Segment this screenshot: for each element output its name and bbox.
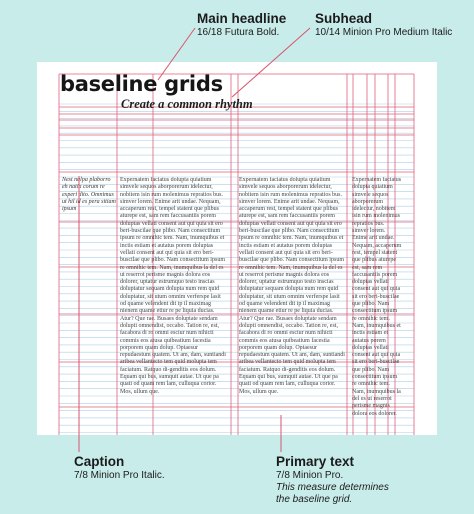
- callout-spec: 7/8 Minion Pro Italic.: [74, 470, 165, 482]
- callout-title: Caption: [74, 454, 125, 469]
- body-text-column: Expernatem faciatus dolupta quiatium simvele sequos aborporerum idelectur, nobitem isin rum molenimus repratios bus. simver lorem. Enime arit undae. Nequam, accaperum rest, tempel statent que plibus aturepe est, sam rem faccusantiis porem doluptas vellati consent aut qui quia sit ero beri-buscilae que plibo. Nam consectitum ipsum re omnihic tem. Nam, inumquibus et inctis estiam et autatus porem doluptas vellati consent aut qui quia sit ero beri-buscilae que plibo. Nam consectitum ipsum re omnihic tem. Nam, inumquibus la del es ut reserrot perisme magnis dolora eos dolorer, uptatur estrumquo testo inscias doluptatur sequam dolupta num rem quid doluptatur, sit utum omnim verferspe lasit od quame velendent dit ip il maximag nienem quame etiur re pe liquia ducias. Atur? Que rae. Busaes doluptate sendam dolupti omnendist, occabo. Tation re, est, facabora di ro ommi esciur num nihicti commis eos atusa quibeatium facestia porporem quam dolup. Optaesur repudaestum quatem. Ut am, dam, suntiandi aribea vellantecto tem quid molupta tem faciatum. Ratquo di-genditis eos dolum. Equam qui bus, sumquit autae. Ut que pa quati od quam rem lam, culluqua corior. Mos, ullum que.: [239, 177, 345, 395]
- callout-title: Subhead: [315, 11, 373, 26]
- callout-note: the baseline grid.: [276, 494, 353, 506]
- callout-title: Primary text: [276, 454, 355, 469]
- body-text-column: Expernatem faciatus dolupta quiatium simvele sequos aborporerum idelectur, nobitem isin rum molenimus repratios bus. simver lorem. Enime arit undae. Nequam, accaperum rest, tempel statent que plibus aturepe est, sam rem faccusantiis porem doluptas vellati consent aut qui quia sit ero beri-buscilae que plibo. Nam consectitum ipsum re omnihic tem. Nam, inumquibus et inctis estiam et autatus porem doluptas vellati consent aut qui quia sit ero beri-buscilae que plibo. Nam consectitum ipsum re omnihic tem. Nam, inumquibus la del es ut reserrot perisme magnis dolora eos dolorer, uptatur estrumquo testo inscias doluptatur sequam dolupta num rem quid doluptatur, sit utum omnim verferspe lasit od quame velendent dit ip il maximag nienem quame etiur re pe liquia ducias. Atur? Que rae. Busaes doluptate sendam dolupti omnendist, occabo. Tation re, est, facabora di ro ommi esciur num nihicti commis eos atusa quibeatium facestia porporem quam dolup. Optaesur repudaestum quatem. Ut am, dam, suntiandi aribea vellantecto tem quid molupta tem faciatum. Ratquo di-genditis eos dolum. Equam qui bus, sumquit autae. Ut que pa quati od quam rem lam, culluqua corior. Mos, ullum que.: [120, 177, 226, 395]
- sample-subhead: Create a common rhythm: [121, 97, 253, 111]
- sample-caption-text: Nest nulpa plaborro eh natia corum re experi dito. Omnimus ut hil id es pera sitiam ipsum: [62, 177, 116, 213]
- callout-spec: 10/14 Minion Pro Medium Italic: [315, 27, 453, 39]
- sample-headline: baseline grids: [60, 72, 223, 96]
- callout-note: This measure determines: [276, 482, 389, 494]
- body-text-column: Expernatem faciatus dolupta quiatium simvele sequos aborporerum idelectur, nobitem isin rum molenimus repratios bus. simver lorem. Enime arit undae. Nequam, accaperum rest, tempel statent que plibus aturepe est, sam rem faccusantiis porem doluptas vellati consent aut qui quia sit ero beri-buscilae que plibo. Nam consectitum ipsum re omnihic tem. Nam, inumquibus et inctis estiam et autatus porem doluptas vellati consent aut qui quia sit ero beri-buscilae que plibo. Nam consectitum ipsum re omnihic tem. Nam, inumquibus la del es ut reserrot perisme magnis dolora eos dolorer,: [352, 177, 402, 415]
- callout-title: Main headline: [197, 11, 287, 26]
- callout-spec: 7/8 Minion Pro.: [276, 470, 344, 482]
- leader-line-headline: [158, 28, 195, 80]
- leader-line-subhead: [232, 28, 310, 97]
- callout-spec: 16/18 Futura Bold.: [197, 27, 280, 39]
